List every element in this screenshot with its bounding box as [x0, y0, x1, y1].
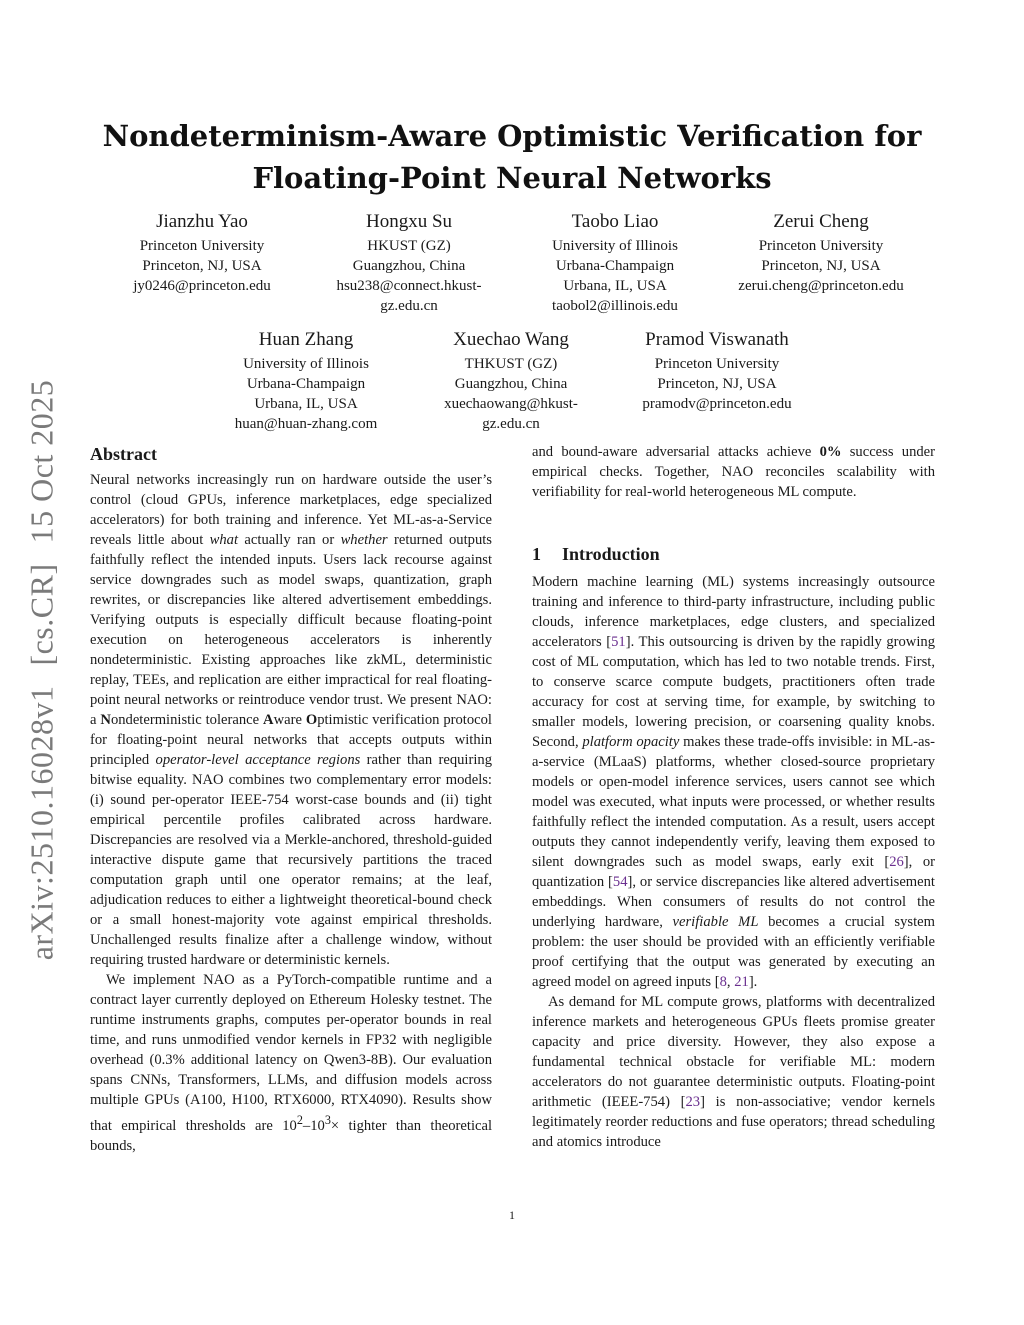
title-line-1: Nondeterminism-Aware Optimistic Verification for: [102, 119, 922, 153]
section-number: 1: [532, 544, 541, 564]
author-email[interactable]: jy0246@princeton.edu: [133, 278, 271, 294]
arxiv-sidebar: [24, 370, 61, 971]
author-affiliation-cont: Urbana-Champaign: [555, 258, 675, 274]
author-block: [319, 210, 499, 316]
right-column: [532, 442, 935, 1152]
author-affiliation: Princeton University: [654, 356, 780, 372]
author-block: [421, 328, 601, 434]
introduction-heading: [532, 542, 935, 566]
author-block: [525, 210, 705, 316]
author-name: Zerui Cheng: [773, 211, 869, 232]
abstract-continuation: and bound-aware adversarial attacks achieve 0% success under empirical checks. Together, NAO reconciles scalability with verifiability for real-world heterogeneous ML compute.: [532, 444, 936, 500]
intro-paragraph-2: As demand for ML compute grows, platforms with decentralized inference markets and heterogeneous GPUs fleets promise greater capacity and price diversity. However, they also expose a fundamental technical obstacle for verifiable ML: modern accelerators do not guarantee deterministic outputs. Floating-point arithmetic (IEEE-754) [23] is non-associative; vendor kernels legitimately reorder reductions and fuse operators; thread scheduling and atomics introduce: [532, 994, 935, 1150]
author-block: [112, 210, 292, 296]
author-location: Princeton, NJ, USA: [142, 258, 262, 274]
author-name: Taobo Liao: [571, 211, 659, 232]
author-location: Guangzhou, China: [454, 376, 568, 392]
author-block: [612, 328, 822, 414]
author-name: Jianzhu Yao: [156, 211, 248, 232]
author-email-cont[interactable]: gz.edu.cn: [380, 298, 438, 314]
author-name: Xuechao Wang: [453, 329, 569, 350]
author-affiliation: University of Illinois: [552, 238, 678, 254]
author-location: Princeton, NJ, USA: [761, 258, 881, 274]
author-email[interactable]: xuechaowang@hkust-: [444, 396, 578, 412]
author-email[interactable]: pramodv@princeton.edu: [642, 396, 792, 412]
page-number: 1: [509, 1208, 515, 1222]
arxiv-id[interactable]: arXiv:2510.16028v1: [23, 685, 60, 961]
citation-link[interactable]: 23: [685, 1094, 701, 1110]
author-affiliation: University of Illinois: [243, 356, 369, 372]
author-affiliation: Princeton University: [758, 238, 884, 254]
arxiv-date: 15 Oct 2025: [23, 379, 60, 544]
author-location: Urbana, IL, USA: [563, 278, 667, 294]
author-email[interactable]: huan@huan-zhang.com: [234, 416, 378, 432]
author-name: Hongxu Su: [365, 211, 453, 232]
citation-link[interactable]: 8: [719, 974, 727, 990]
author-name: Huan Zhang: [258, 329, 354, 350]
citation-link[interactable]: 54: [612, 874, 628, 890]
author-email[interactable]: taobol2@illinois.edu: [552, 298, 678, 314]
abstract-paragraph-1: Neural networks increasingly run on hardware outside the user’s control (cloud GPUs, inference marketplaces, edge specialized accelerators) for both training and inference. Yet ML-as-a-Service reveals little about what actually ran or whether returned outputs faithfully reflect the intended inputs. Users lack recourse against service downgrades such as model swaps, quantization, graph rewrites, or discrepancies like altered advertisement embeddings. Verifying outputs is especially difficult because floating-point execution on heterogeneous accelerators is inherently nondeterministic. Existing approaches like zkML, deterministic replay, TEEs, and replication are either impractical for real floating-point neural networks or reintroduce vendor trust. We present NAO: a Nondeterministic tolerance Aware Optimistic verification protocol for floating-point neural networks that accepts outputs within principled operator-level acceptance regions rather than requiring bitwise equality. NAO combines two complementary error models: (i) sound per-operator IEEE-754 worst-case bounds and (ii) tight empirical percentile profiles calibrated across hardware. Discrepancies are resolved via a Merkle-anchored, threshold-guided interactive dispute game that recursively partitions the traced computation graph until one operator remains; at the leaf, adjudication reduces to either a lightweight theoretical-bound check or a small honest-majority vote against empirical thresholds. Unchallenged results finalize after a challenge window, without requiring trusted hardware or deterministic kernels.: [90, 472, 492, 968]
author-affiliation: THKUST (GZ): [464, 356, 558, 372]
arxiv-category: [cs.CR]: [23, 563, 60, 666]
left-column: [90, 442, 492, 1156]
author-block: [716, 210, 926, 296]
abstract-paragraph-2: We implement NAO as a PyTorch-compatible runtime and a contract layer currently deployed on Ethereum Holesky testnet. The runtime instruments graphs, computes per-operator bounds in real time, and runs unmodified vendor kernels in FP32 with negligible overhead (0.3% additional latency on Qwen3-8B). Our evaluation spans CNNs, Transformers, LLMs, and diffusion models across multiple GPUs (A100, H100, RTX6000, RTX4090). Results show that empirical thresholds are $10^2-10^3\times$ tighter than theoretical bounds,: [90, 972, 493, 1154]
author-name: Pramod Viswanath: [645, 329, 789, 350]
author-email[interactable]: zerui.cheng@princeton.edu: [738, 278, 904, 294]
title-line-2: Floating-Point Neural Networks: [252, 161, 772, 195]
author-affiliation: Princeton University: [139, 238, 265, 254]
citation-link[interactable]: 21: [734, 974, 749, 990]
author-location: Princeton, NJ, USA: [657, 376, 777, 392]
abstract-heading: Abstract: [90, 444, 157, 464]
author-email-cont[interactable]: gz.edu.cn: [482, 416, 540, 432]
paper-title: [60, 115, 964, 199]
citation-link[interactable]: 26: [889, 854, 904, 870]
author-affiliation: HKUST (GZ): [367, 238, 451, 254]
author-affiliation-cont: Urbana-Champaign: [246, 376, 366, 392]
author-location: Guangzhou, China: [352, 258, 466, 274]
author-email[interactable]: hsu238@connect.hkust-: [336, 278, 482, 294]
author-location: Urbana, IL, USA: [254, 396, 358, 412]
section-title: Introduction: [562, 544, 660, 564]
author-block: [211, 328, 401, 434]
intro-paragraph-1: Modern machine learning (ML) systems increasingly outsource training and inference to third-party infrastructure, including public clouds, inference marketplaces, edge clusters, and specialized accelerators [51]. This outsourcing is driven by the rapidly growing cost of ML computation, which has led to two notable trends. First, to conserve scarce compute budgets, practitioners often trade accuracy for cost at serving time, for example, by switching to smaller models, lowering precision, or coarsening quality knobs. Second, platform opacity makes these trade-offs invisible: in ML-as-a-service (MLaaS) platforms, whether closed-source proprietary models or open-model inference services, users cannot see which model was executed, what inputs were processed, or whether results faithfully reflect the intended computation. As a result, users accept outputs they cannot independently verify, leaving them exposed to silent downgrades such as model swaps, early exit [26], or quantization [54], or service discrepancies like altered advertisement embeddings. When consumers of results do not control the underlying hardware, verifiable ML becomes a crucial system problem: the user should be provided with an efficiently verifiable proof certifying that the output was generated by executing an agreed model on agreed inputs [8, 21].: [532, 574, 935, 990]
citation-link[interactable]: 51: [611, 634, 626, 650]
